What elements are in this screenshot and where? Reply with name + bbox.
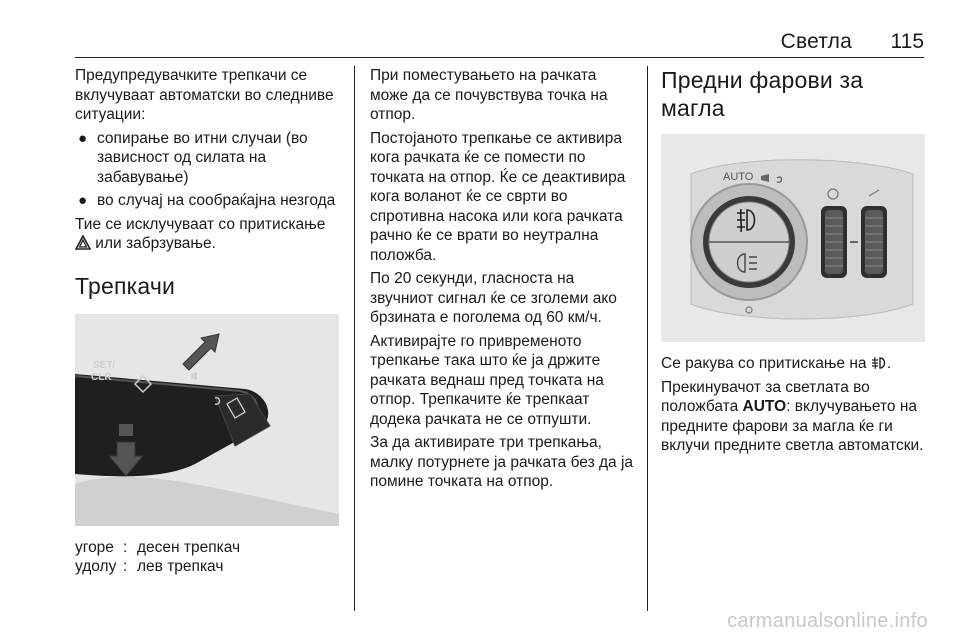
column-middle [370,66,638,496]
front-fog-light-icon [871,356,887,370]
section-heading: Предни фарови за магла [661,67,864,121]
paragraph: Активирајте го привременото трепкање така што ќе ја држите рачката веднаш пред точката на отпор. Трепкачите ќе трепкаат додека рачката не се отпушти. [370,332,604,428]
bullet-list [75,129,343,211]
lever-label-set: SET/ [93,359,116,371]
paragraph: За да активирате три трепкања, малку потурнете ја рачката без да ја помине точката на отпор. [370,434,634,490]
switch-label-auto: AUTO [723,171,754,183]
paragraph: Постојаното трепкање се активира кога рачката ќе се помести по точката на отпор. Ќе се деактивира кога воланот ќе се сврти во спротивна насока или кога рачката рачно ќе се врати во неутрална положба. [370,129,626,264]
auto-paragraph: Прекинувачот за светлата во положбата AUTO: вклучувањето на предните фарови за магла ќе ги вклучи предните светла автоматски. [661,378,924,454]
fog-light-switch-illustration [661,134,925,342]
page-header [0,0,960,60]
table-row: угоре : десен трепкач [75,538,241,556]
list-item: ● во случај на сообраќајна незгода [78,192,336,209]
lever-label-clr: CLR [91,371,112,383]
deactivate-paragraph: Тие се исклучуваат со притискање или забрзување. [75,215,326,252]
bullet-icon: ● [78,129,88,147]
turn-signal-lever-illustration [75,314,339,526]
legend-table [75,538,343,577]
header-rule [75,57,924,58]
hazard-triangle-icon [75,235,91,250]
intro-paragraph: Предупредувачките трепкачи се вклучуваат автоматски во следниве ситуации: [75,67,334,123]
press-paragraph: Се ракува со притискање на . [661,355,892,372]
table-row: удолу : лев трепкач [75,558,224,575]
column-left [75,66,343,577]
column-divider [354,66,355,611]
paragraph: При поместувањето на рачката може да се почувствува точка на отпор. [370,67,608,123]
column-right [661,66,929,460]
paragraph: По 20 секунди, гласноста на звучниот сигнал ќе се зголеми ако брзината е поголема од 60 км/ч. [370,270,617,326]
auto-keyword: AUTO [742,398,787,415]
bullet-icon: ● [78,192,88,209]
section-title: Светла [780,30,852,53]
column-divider [647,66,648,611]
section-heading: Трепкачи [75,272,176,299]
page-number: 115 [890,30,924,53]
watermark: carmanualsonline.info [727,610,928,632]
list-item: ● сопирање во итни случаи (во зависност од силата на забавување) [78,129,308,186]
